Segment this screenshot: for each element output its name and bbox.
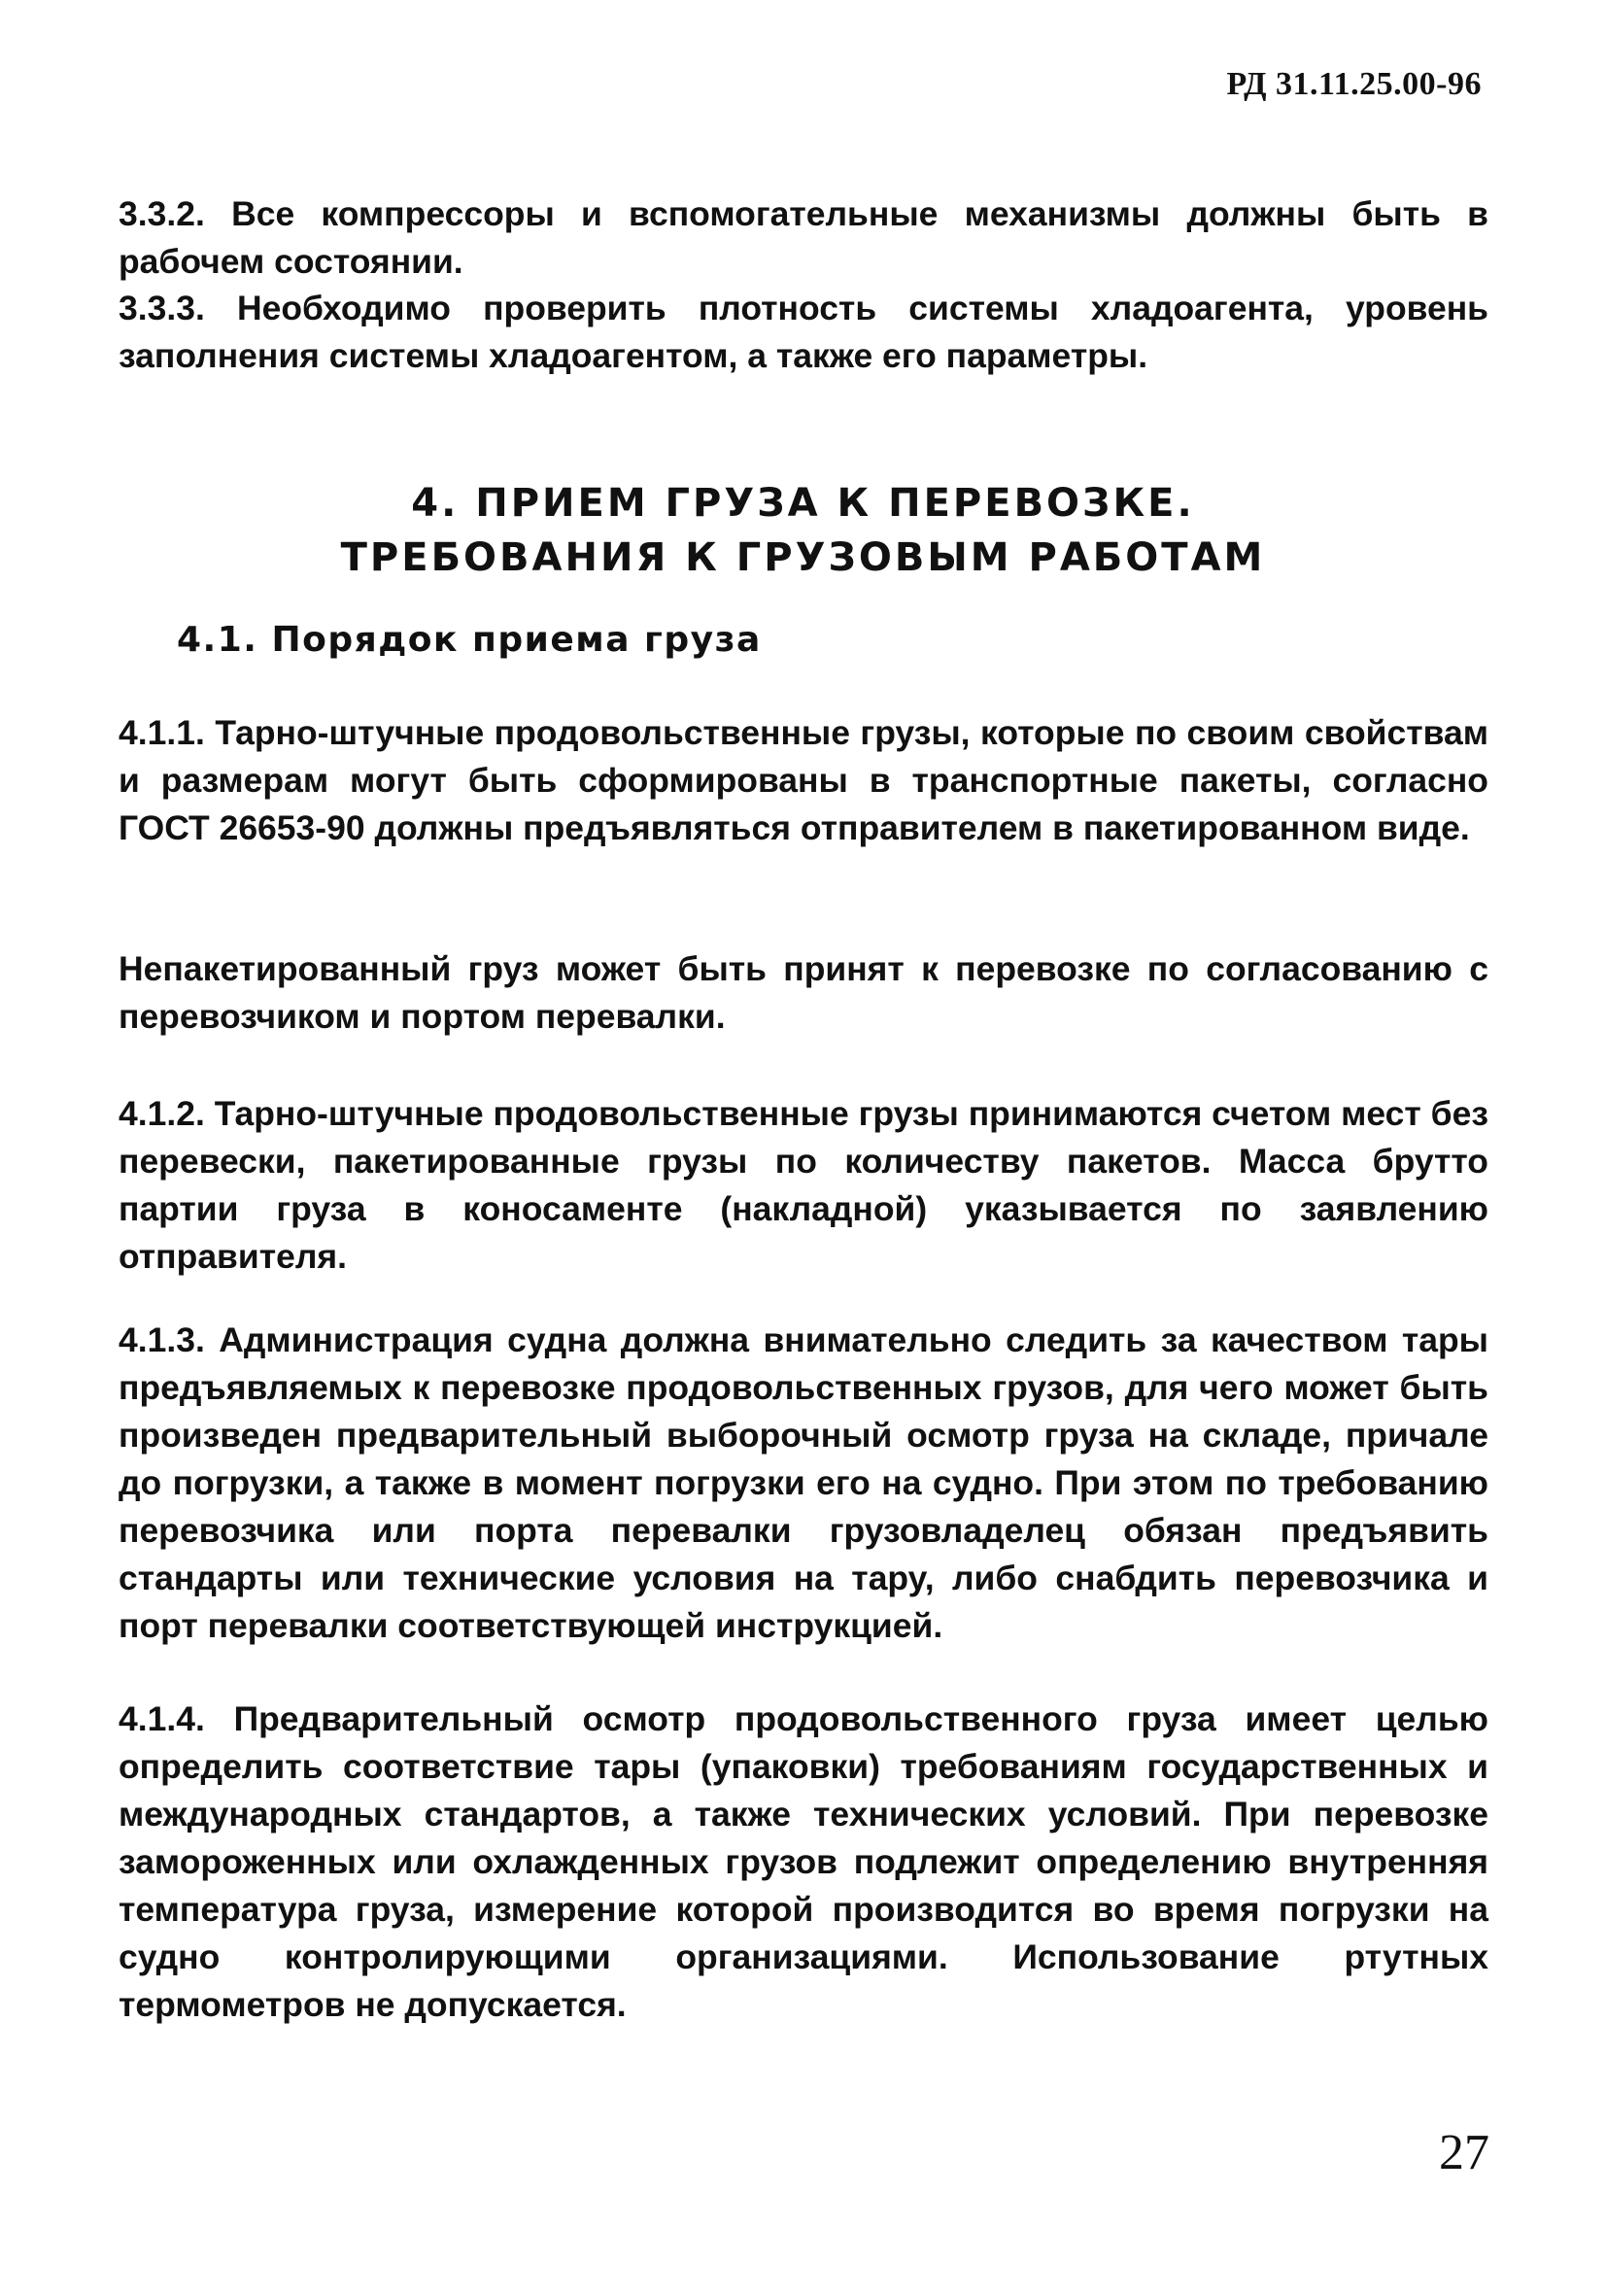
paragraph-number: 3.3.2.: [119, 194, 205, 233]
paragraph-text: Необходимо проверить плотность системы хладоагента, уровень заполнения системы хладоагентом, а также его параметры.: [119, 289, 1489, 375]
paragraph-number: 4.1.3.: [119, 1320, 205, 1359]
paragraph-text: Непакетированный груз может быть принят к перевозке по согласованию с перевозчиком и портом перевалки.: [119, 949, 1488, 1036]
section-title-line-2: ТРЕБОВАНИЯ К ГРУЗОВЫМ РАБОТАМ: [340, 535, 1266, 580]
paragraph-3-3-2: [119, 190, 1488, 286]
paragraph-text: Предварительный осмотр продовольственного груза имеет целью определить соответствие тары (упаковки) требованиям государственных и международных стандартов, а также технических условий. При перевозке замороженных или охлажденных грузов подлежит определению внутренняя температура груза, измерение которой производится во время погрузки на судно контролирующими организациями. Использование ртутных термометров не допускается.: [119, 1699, 1488, 2024]
subsection-title: 4.1. Порядок приема груза: [177, 620, 762, 660]
paragraph-number: 4.1.2.: [119, 1094, 205, 1133]
paragraph-3-3-3: [119, 285, 1488, 380]
document-code: РД 31.11.25.00-96: [1226, 66, 1482, 102]
page-number: 27: [1439, 2125, 1489, 2180]
paragraph-unpacketized: [119, 945, 1488, 1041]
paragraph-4-1-1: [119, 709, 1488, 852]
paragraph-number: 4.1.4.: [119, 1699, 205, 1738]
paragraph-text: Администрация судна должна внимательно следить за качеством тары предъявляемых к перевозке продовольственных грузов, для чего может быть произведен предварительный выборочный осмотр груза на складе, причале до погрузки, а также в момент погрузки его на судно. При этом по требованию перевозчика или порта перевалки грузовладелец обязан предъявить стандарты или технические условия на тару, либо снабдить перевозчика и порт перевалки соответствующей инструкцией.: [119, 1320, 1488, 1645]
paragraph-4-1-2: [119, 1090, 1488, 1281]
paragraph-text: Все компрессоры и вспомогательные механизмы должны быть в рабочем состоянии.: [119, 194, 1488, 281]
paragraph-4-1-3: [119, 1317, 1488, 1650]
paragraph-4-1-4: [119, 1696, 1488, 2029]
section-title-line-1: 4. ПРИЕМ ГРУЗА К ПЕРЕВОЗКЕ.: [411, 481, 1195, 526]
paragraph-text: Тарно-штучные продовольственные грузы принимаются счетом мест без перевески, пакетированные грузы по количеству пакетов. Масса брутто партии груза в коносаменте (накладной) указывается по заявлению отправителя.: [119, 1094, 1488, 1276]
paragraph-number: 4.1.1.: [119, 713, 205, 752]
paragraph-text: Тарно-штучные продовольственные грузы, которые по своим свойствам и размерам могут быть сформированы в транспортные пакеты, согласно ГОСТ 26653-90 должны предъявляться отправителем в пакетированном виде.: [119, 713, 1488, 847]
paragraph-number: 3.3.3.: [119, 289, 205, 327]
section-title: [0, 476, 1606, 585]
